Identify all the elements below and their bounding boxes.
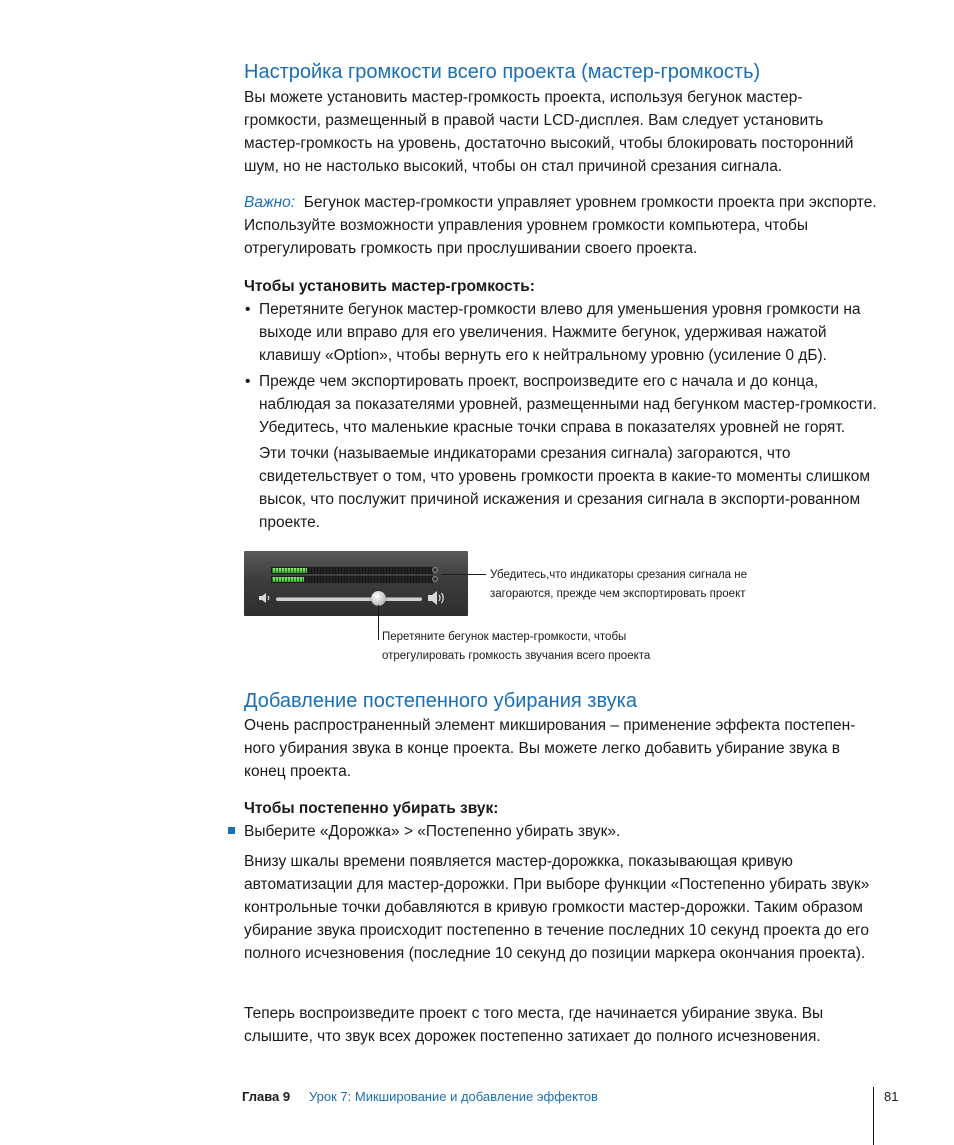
bullet-marker: •: [245, 373, 251, 390]
bullet-continuation: Эти точки (называемые индикаторами срезания сигнала) загораются, что свидетельствует о том, что уровень громкости проекта в какие-то моменты слишком высок, что послужит причиной искажения и срезания сигнала в экспорти-рованном проекте.: [259, 445, 871, 531]
bullet-item-2: Прежде чем экспортировать проект, воспроизведите его с начала и до конца, наблюдая за показателями уровней, размещенными над бегунком мастер-громкости. Убедитесь, что маленькие красные точки справа в показателях уровней не горят.: [259, 373, 877, 436]
section-heading-fade-out: Добавление постепенного убирания звука: [244, 690, 637, 712]
square-bullet-icon: [228, 827, 235, 834]
footer-chapter: Глава 9: [242, 1089, 291, 1104]
master-volume-slider-track[interactable]: [276, 597, 422, 601]
clip-indicator-right: [432, 576, 438, 582]
steps-title-master-volume: Чтобы установить мастер-громкость:: [244, 278, 535, 295]
callout-right-line-1: Убедитесь,что индикаторы срезания сигнала не: [490, 569, 748, 581]
section-heading-master-volume: Настройка громкости всего проекта (мастер-громкость): [244, 61, 761, 83]
important-text: Бегунок мастер-громкости управляет уровнем громкости проекта при экспорте. Используйте возможности управления уровнем громкости компьютера, чтобы отрегулировать громкость при прослушивании своего проекта.: [244, 194, 877, 257]
intro-paragraph: Вы можете установить мастер-громкость проекта, используя бегунок мастер-громкости, размещенный в правой части LCD-дисплея. Вам следует установить мастер-громкость на уровень, достаточно высокий, чтобы блокировать посторонний шум, но не настолько высокий, чтобы он стал причиной срезания сигнала.: [244, 89, 854, 175]
fade-step: Выберите «Дорожка» > «Постепенно убирать звук».: [244, 823, 621, 840]
clip-indicator-left: [432, 567, 438, 573]
speaker-high-icon: [426, 588, 448, 608]
important-label: Важно:: [244, 194, 296, 211]
speaker-low-icon: [257, 590, 273, 606]
callout-slider: [382, 628, 722, 666]
footer-divider: [873, 1087, 874, 1145]
callout-leader-bottom: [378, 605, 379, 640]
steps-title-fade-out: Чтобы постепенно убирать звук:: [244, 800, 499, 817]
master-volume-slider-knob[interactable]: [371, 591, 386, 606]
important-note: [244, 191, 879, 260]
page-number: 81: [884, 1089, 899, 1104]
callout-leader-right: [442, 574, 486, 575]
fade-description-paragraph: Внизу шкалы времени появляется мастер-дорожкка, показывающая кривую автоматизации для мастер-дорожки. При выборе функции «Постепенно убирать звук» контрольные точки добавляются в кривую громкости мастер-дорожки. Таким образом убирание звука происходит постепенно в течение последних 10 секунд проекта до его полного исчезновения (последние 10 секунд до позиции маркера окончания проекта).: [244, 853, 870, 962]
callout-right-line-2: загораются, прежде чем экспортировать проект: [490, 588, 746, 600]
lcd-master-volume-figure: [244, 551, 468, 616]
bullet-item-1: Перетяните бегунок мастер-громкости влево для уменьшения уровня громкости на выходе или вправо для его увеличения. Нажмите бегунок, удерживая нажатой клавишу «Option», чтобы вернуть его к нейтральному уровню (усиление 0 дБ).: [259, 301, 861, 364]
callout-bottom-line-2: отрегулировать громкость звучания всего проекта: [382, 650, 651, 662]
fade-playback-paragraph: Теперь воспроизведите проект с того места, где начинается убирание звука. Вы слышите, что звук всех дорожек постепенно затихает до полного исчезновения.: [244, 1005, 824, 1045]
callout-bottom-line-1: Перетяните бегунок мастер-громкости, чтобы: [382, 631, 627, 643]
fade-intro-paragraph: Очень распространенный элемент микширования – применение эффекта постепен-ного убирания звука в конце проекта. Вы можете легко добавить убирание звука в конец проекта.: [244, 717, 856, 780]
footer-lesson-title: Урок 7: Микширование и добавление эффектов: [309, 1089, 598, 1104]
level-meter-right: [271, 576, 433, 583]
level-meter-left: [271, 567, 433, 574]
callout-clip-indicators: [490, 566, 810, 604]
bullet-marker: •: [245, 301, 251, 318]
